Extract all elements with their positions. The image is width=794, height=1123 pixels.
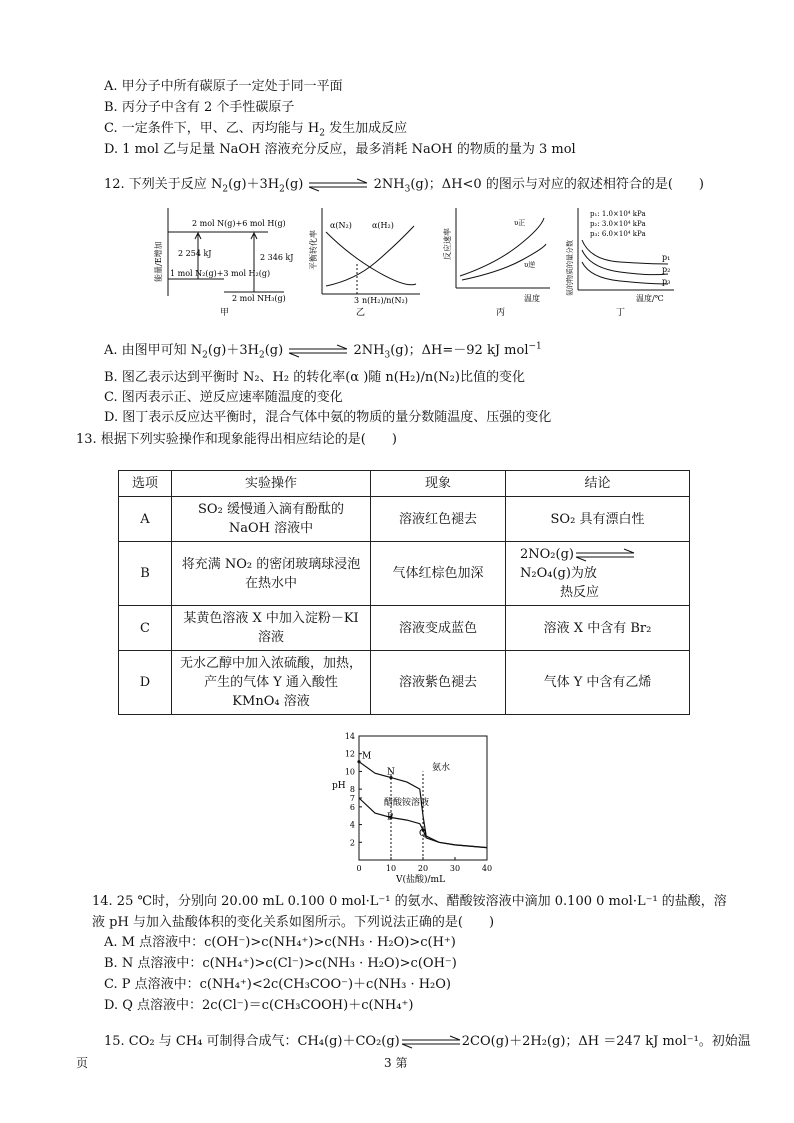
row-phenomenon: 气体红棕色加深 (371, 542, 506, 606)
table-row (119, 651, 690, 715)
table-row (119, 497, 690, 542)
reversible-arrow-icon (307, 178, 369, 192)
q12-option-d: D. 图丁表示反应达平衡时，混合气体中氨的物质的量分数随温度、压强的变化 (104, 410, 552, 425)
series-ammonia-label: 氨水 (432, 763, 451, 773)
row-option: A (119, 497, 172, 542)
q12-stem: 12. 下列关于反应 $N_2(g)+3H_2(g)$ $2NH_3(g)$；ΔH<0 的图示与对应的叙述相符合的是( ) (104, 177, 704, 195)
x-tick-label: 30 (449, 864, 461, 873)
figure-bing (456, 208, 550, 288)
ding-p3-legend: p₃: 6.0×10⁴ kPa (590, 230, 646, 238)
bing-xlabel: 温度 (524, 294, 540, 303)
ding-xlabel: 温度/℃ (636, 294, 664, 303)
q11-option-c: C. 一定条件下，甲、乙、丙均能与 $H_2$ 发生加成反应 (104, 121, 408, 139)
table-header-row (119, 471, 690, 497)
jia-bottom-label: 2 mol NH₃(g) (232, 294, 286, 303)
x-axis-label: V(盐酸)/mL (396, 875, 446, 884)
jia-caption: 甲 (220, 308, 230, 318)
point-label: Q (419, 828, 427, 839)
q14-stem-line1: 14. 25 ℃时，分别向 20.00 mL 0.100 0 mol·L⁻¹ 的氨水、醋酸铵溶液中滴加 0.100 0 mol·L⁻¹ 的盐酸，溶 (92, 894, 727, 909)
yi-ylabel: 平衡转化率 (309, 230, 318, 270)
row-conclusion: SO₂ 具有漂白性 (506, 497, 690, 542)
header-operation: 实验操作 (172, 471, 371, 497)
q11-option-b: B. 丙分子中含有 2 个手性碳原子 (104, 100, 295, 115)
q13-stem: 13. 根据下列实验操作和现象能得出相应结论的是( ) (76, 432, 397, 447)
y-tick-label: 7 (349, 794, 355, 803)
reversible-arrow-icon (287, 344, 349, 358)
reversible-arrow-icon (400, 1035, 462, 1049)
bing-zheng-label: υ正 (514, 219, 526, 227)
bing-ylabel: 反应速率 (443, 228, 452, 260)
ding-p2-line-label: p₂ (662, 265, 671, 274)
yi-n2-label: α(N₂) (330, 221, 352, 230)
header-conclusion: 结论 (506, 471, 690, 497)
q11-option-a: A. 甲分子中所有碳原子一定处于同一平面 (104, 79, 343, 94)
q11-option-d: D. 1 mol 乙与足量 NaOH 溶液充分反应，最多消耗 NaOH 的物质的量为 3 mol (104, 142, 576, 157)
row-phenomenon: 溶液变成蓝色 (371, 606, 506, 651)
row-conclusion: 溶液 X 中含有 Br₂ (506, 606, 690, 651)
jia-right-label: 2 346 kJ (260, 253, 294, 262)
q12-option-b: B. 图乙表示达到平衡时 N₂、H₂ 的转化率(α )随 n(H₂)/n(N₂)比值的变化 (104, 370, 525, 385)
y-axis-label: pH (332, 781, 346, 791)
jia-left-label: 2 254 kJ (178, 249, 212, 258)
q12-option-a: A. 由图甲可知 $N_2(g)+3H_2(g)$ $2NH_3(g)$；ΔH=－92 kJ mol$^{-1}$ (104, 341, 542, 361)
header-phenomenon: 现象 (371, 471, 506, 497)
row-phenomenon: 溶液紫色褪去 (371, 651, 506, 715)
page-number: 3 第 (384, 1056, 408, 1070)
q13-table (118, 470, 690, 715)
row-operation: SO₂ 缓慢通入滴有酚酞的 NaOH 溶液中 (172, 497, 371, 542)
y-tick-label: 4 (349, 820, 355, 830)
q15-stem: 15. CO₂ 与 CH₄ 可制得合成气：CH₄(g)＋CO₂(g) 2CO(g)＋2H₂(g)；ΔH ＝247 kJ mol⁻¹。初始温 (104, 1034, 751, 1049)
q14-option-a: A. M 点溶液中：c(OH⁻)>c(NH₄⁺)>c(NH₃ · H₂O)>c(H⁺) (104, 935, 456, 950)
y-tick-label: 8 (349, 785, 355, 795)
ding-ylabel: 氨的物质的量分数 (566, 240, 574, 296)
y-tick-label: 10 (344, 767, 355, 777)
point-label: P (387, 812, 394, 823)
ding-p2-legend: p₂: 3.0×10⁴ kPa (590, 220, 646, 228)
jia-mid-label: 1 mol N₂(g)+3 mol H₂(g) (170, 269, 271, 278)
jia-top-label: 2 mol N(g)+6 mol H(g) (192, 219, 286, 228)
row-operation: 某黄色溶液 X 中加入淀粉－KI 溶液 (172, 606, 371, 651)
row-conclusion: 气体 Y 中含有乙烯 (506, 651, 690, 715)
q12-option-c: C. 图丙表示正、逆反应速率随温度的变化 (104, 390, 343, 405)
jia-ylabel: 能量/E增加 (154, 241, 163, 282)
yi-h2-label: α(H₂) (372, 221, 394, 230)
footer-left: 页 (76, 1056, 89, 1070)
point-label: N (387, 767, 395, 778)
row-phenomenon: 溶液红色褪去 (371, 497, 506, 542)
ding-caption: 丁 (616, 308, 626, 318)
row-option: B (119, 542, 172, 606)
bing-caption: 丙 (496, 308, 506, 318)
q14-ph-chart (326, 728, 496, 884)
ding-p1-line-label: p₁ (662, 253, 671, 262)
ding-p1-legend: p₁: 1.0×10⁴ kPa (590, 210, 646, 218)
x-tick-label: 20 (417, 864, 429, 873)
yi-x3-label: 3 (354, 296, 360, 305)
y-tick-label: 2 (349, 838, 355, 848)
row-operation: 无水乙醇中加入浓硫酸，加热， 产生的气体 Y 通入酸性 KMnO₄ 溶液 (172, 651, 371, 715)
x-tick-label: 0 (356, 864, 362, 873)
bing-ni-label: υ逆 (524, 261, 536, 269)
table-row (119, 606, 690, 651)
q14-option-d: D. Q 点溶液中：2c(Cl⁻)＝c(CH₃COOH)＋c(NH₄⁺) (104, 998, 414, 1013)
q12-figures (150, 204, 690, 322)
point-label: M (362, 751, 372, 762)
y-tick-label: 6 (349, 802, 355, 812)
header-option: 选项 (119, 471, 172, 497)
table-row (119, 542, 690, 606)
series-ammonium-acetate-label: 醋酸铵溶液 (384, 798, 430, 808)
row-option: D (119, 651, 172, 715)
yi-xlabel: n(H₂)/n(N₂) (362, 296, 408, 305)
row-option: C (119, 606, 172, 651)
q14-stem-line2: 液 pH 与加入盐酸体积的变化关系如图所示。下列说法正确的是( ) (92, 915, 495, 930)
y-tick-label: 14 (344, 732, 355, 741)
x-tick-label: 40 (481, 864, 493, 873)
y-tick-label: 12 (344, 749, 355, 759)
q14-option-c: C. P 点溶液中：c(NH₄⁺)<2c(CH₃COO⁻)＋c(NH₃ · H₂O) (104, 977, 451, 992)
q14-option-b: B. N 点溶液中：c(NH₄⁺)>c(Cl⁻)>c(NH₃ · H₂O)>c(OH⁻) (104, 956, 457, 971)
reversible-arrow-icon (574, 548, 636, 562)
point-m (357, 760, 360, 763)
x-tick-label: 10 (385, 864, 397, 873)
yi-caption: 乙 (356, 308, 366, 318)
row-operation: 将充满 NO₂ 的密闭玻璃球浸泡 在热水中 (172, 542, 371, 606)
ding-p3-line-label: p₃ (662, 277, 671, 286)
row-conclusion: 2NO₂(g)N₂O₄(g)为放 热反应 (506, 542, 690, 606)
